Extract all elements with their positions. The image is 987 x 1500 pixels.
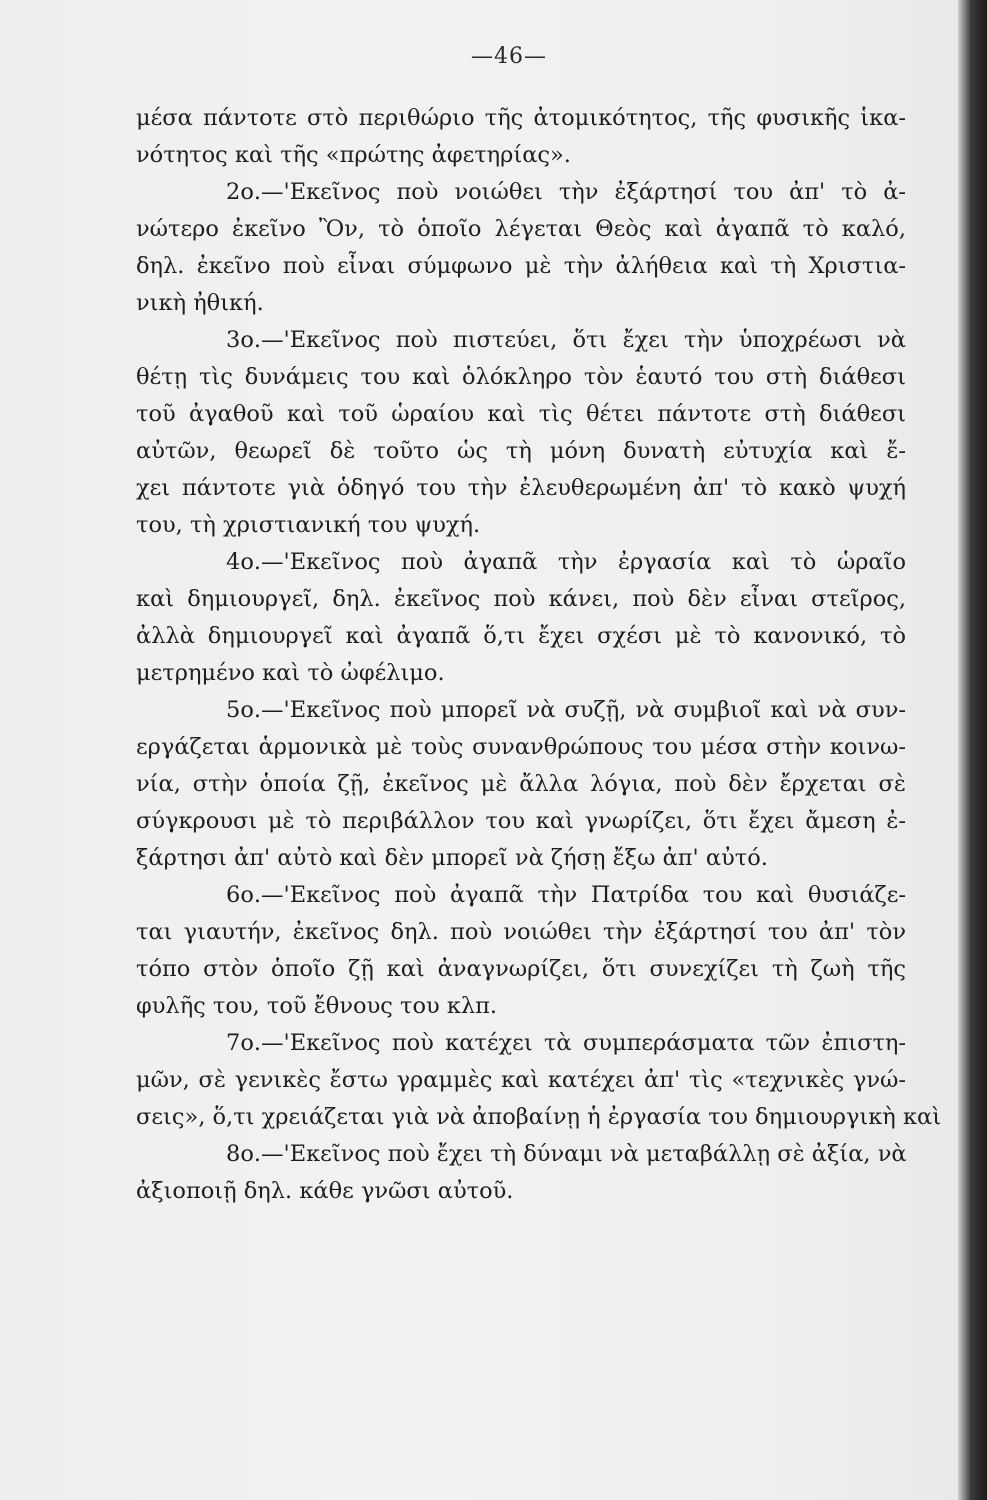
text-line: εργάζεται ἁρμονικὰ μὲ τοὺς συνανθρώπους του μέσα στὴν κοινω- bbox=[136, 734, 906, 760]
text-line: 8ο.—'Εκεῖνος ποὺ ἔχει τὴ δύναμι νὰ μεταβάλλῃ σὲ ἀξία, νὰ bbox=[226, 1141, 907, 1167]
text-line: 4ο.—'Εκεῖνος ποὺ ἀγαπᾶ τὴν ἐργασία καὶ τὸ ὡραῖο bbox=[226, 549, 906, 575]
text-line: δηλ. ἐκεῖνο ποὺ εἶναι σύμφωνο μὲ τὴν ἀλήθεια καὶ τὴ Χριστια- bbox=[136, 253, 906, 279]
text-line: νικὴ ἠθική. bbox=[136, 290, 264, 316]
text-line: αὐτῶν, θεωρεῖ δὲ τοῦτο ὡς τὴ μόνη δυνατὴ εὐτυχία καὶ ἔ- bbox=[136, 438, 906, 464]
text-line: φυλῆς του, τοῦ ἔθνους του κλπ. bbox=[136, 993, 498, 1019]
body-text bbox=[136, 100, 942, 1210]
text-line: σύγκρουσι μὲ τὸ περιβάλλον του καὶ γνωρίζει, ὅτι ἔχει ἄμεση ἐ- bbox=[136, 808, 906, 834]
text-line: σεις», ὅ,τι χρειάζεται γιὰ νὰ ἀποβαίνῃ ἡ ἐργασία του δημιουργικὴ καὶ bbox=[136, 1104, 942, 1130]
text-line: τοῦ ἀγαθοῦ καὶ τοῦ ὡραίου καὶ τὶς θέτει πάντοτε στὴ διάθεσι bbox=[136, 401, 906, 427]
text-line: 5ο.—'Εκεῖνος ποὺ μπορεῖ νὰ συζῇ, νὰ συμβιοῖ καὶ νὰ συν- bbox=[226, 697, 906, 723]
text-line: ξάρτησι ἀπ' αὐτὸ καὶ δὲν μπορεῖ νὰ ζήσῃ ἔξω ἀπ' αὐτό. bbox=[136, 845, 768, 871]
text-line: νώτερο ἐκεῖνο Ὂν, τὸ ὁποῖο λέγεται Θεὸς καὶ ἀγαπᾶ τὸ καλό, bbox=[136, 216, 906, 242]
text-line: μέσα πάντοτε στὸ περιθώριο τῆς ἀτομικότητος, τῆς φυσικῆς ἱκα- bbox=[136, 105, 906, 131]
text-line: ται γιαυτήν, ἐκεῖνος δηλ. ποὺ νοιώθει τὴν ἐξάρτησί του ἀπ' τὸν bbox=[136, 919, 906, 945]
text-line: 2ο.—'Εκεῖνος ποὺ νοιώθει τὴν ἐξάρτησί του ἀπ' τὸ ἀ- bbox=[226, 179, 906, 205]
text-line: χει πάντοτε γιὰ ὁδηγό του τὴν ἐλευθερωμένη ἀπ' τὸ κακὸ ψυχή bbox=[136, 475, 906, 501]
text-line: 3ο.—'Εκεῖνος ποὺ πιστεύει, ὅτι ἔχει τὴν ὑποχρέωσι νὰ bbox=[226, 327, 906, 353]
text-line: 7ο.—'Εκεῖνος ποὺ κατέχει τὰ συμπεράσματα τῶν ἐπιστη- bbox=[226, 1030, 906, 1056]
text-line: νία, στὴν ὁποία ζῇ, ἐκεῖνος μὲ ἄλλα λόγια, ποὺ δὲν ἔρχεται σὲ bbox=[136, 771, 906, 797]
text-line: του, τὴ χριστιανική του ψυχή. bbox=[136, 512, 481, 538]
page-edge-shadow bbox=[958, 0, 987, 1500]
text-line: καὶ δημιουργεῖ, δηλ. ἐκεῖνος ποὺ κάνει, ποὺ δὲν εἶναι στεῖρος, bbox=[136, 586, 906, 612]
text-line: ἀξιοποιῇ δηλ. κάθε γνῶσι αὐτοῦ. bbox=[136, 1178, 514, 1204]
text-line: τόπο στὸν ὁποῖο ζῇ καὶ ἀναγνωρίζει, ὅτι συνεχίζει τὴ ζωὴ τῆς bbox=[136, 956, 906, 982]
text-line: 6ο.—'Εκεῖνος ποὺ ἀγαπᾶ τὴν Πατρίδα του καὶ θυσιάζε- bbox=[226, 882, 906, 908]
text-line: ἀλλὰ δημιουργεῖ καὶ ἀγαπᾶ ὅ,τι ἔχει σχέσι μὲ τὸ κανονικό, τὸ bbox=[136, 623, 906, 649]
text-line: θέτῃ τὶς δυνάμεις του καὶ ὁλόκληρο τὸν ἑαυτό του στὴ διάθεσι bbox=[136, 364, 906, 390]
text-line: νότητος καὶ τῆς «πρώτης ἀφετηρίας». bbox=[136, 142, 571, 168]
text-line: μετρημένο καὶ τὸ ὠφέλιμο. bbox=[136, 660, 445, 686]
text-line: μῶν, σὲ γενικὲς ἔστω γραμμὲς καὶ κατέχει ἀπ' τὶς «τεχνικὲς γνώ- bbox=[136, 1067, 906, 1093]
page-number: —46— bbox=[471, 44, 547, 69]
